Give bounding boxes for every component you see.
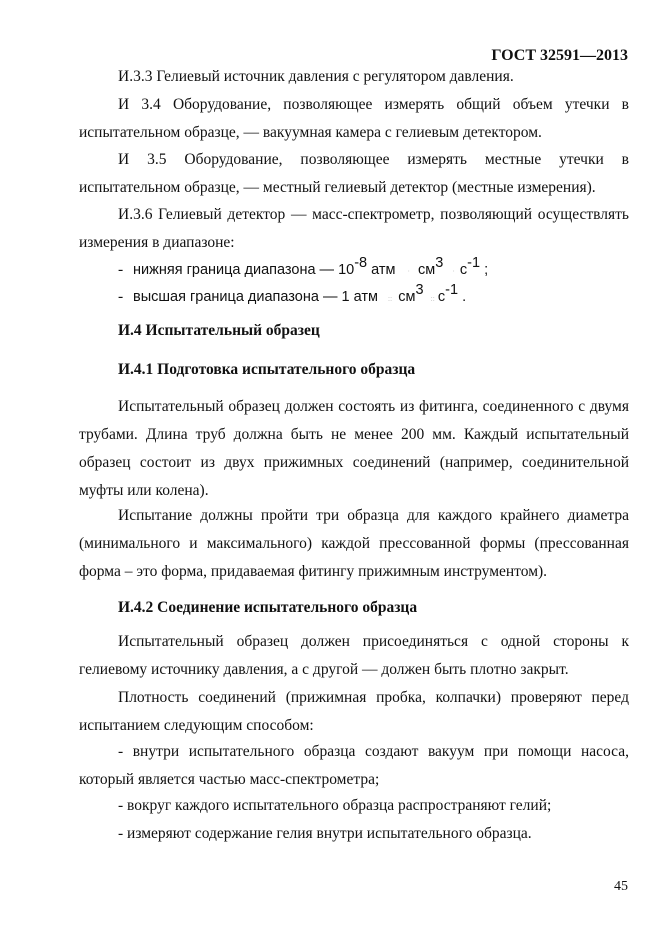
range-upper-s: с bbox=[437, 289, 446, 305]
list-dash: - bbox=[118, 288, 124, 305]
separator-dot: :: bbox=[430, 294, 435, 303]
section-heading-i4: И.4 Испытательный образец bbox=[118, 322, 320, 339]
range-upper-end: . bbox=[458, 289, 467, 305]
range-lower-atm: атм bbox=[367, 262, 396, 278]
range-lower-s-exponent: -1 bbox=[467, 255, 481, 271]
section-heading-i41: И.4.1 Подготовка испытательного образца bbox=[118, 361, 416, 378]
page-number: 45 bbox=[614, 879, 628, 894]
range-upper-s-exponent: -1 bbox=[445, 282, 459, 298]
paragraph-i42-e: - измеряют содержание гелия внутри испытательного образца. bbox=[118, 825, 532, 842]
paragraph-i41-b: Испытание должны пройти три образца для каждого крайнего диаметра (минимального и максимального) каждой прессованной формы (прессованная форма – это форма, придаваемая фитингу прижимным инструментом). bbox=[79, 507, 629, 580]
paragraph-i42-a: Испытательный образец должен присоединяться с одной стороны к гелиевому источнику давления, а с другой — должен быть плотно закрыт. bbox=[79, 633, 629, 678]
range-upper-item bbox=[118, 282, 467, 306]
separator-dot: · bbox=[407, 267, 411, 276]
paragraph-i42-b: Плотность соединений (прижимная пробка, колпачки) проверяют перед испытанием следующим способом: bbox=[79, 689, 629, 734]
paragraph-i35: И 3.5 Оборудование, позволяющее измерять местные утечки в испытательном образце, — местный гелиевый детектор (местные измерения). bbox=[79, 151, 629, 196]
range-upper-cm-exponent: 3 bbox=[415, 282, 424, 298]
section-heading-i42: И.4.2 Соединение испытательного образца bbox=[118, 599, 418, 616]
range-upper-cm: см bbox=[398, 289, 416, 305]
range-lower-s: с bbox=[459, 262, 468, 278]
range-lower-text: нижняя граница диапазона — 10 bbox=[133, 262, 355, 278]
range-lower-cm-exponent: 3 bbox=[435, 255, 444, 271]
paragraph-i41-a: Испытательный образец должен состоять из фитинга, соединенного с двумя трубами. Длина труб должна быть не менее 200 мм. Каждый испытательный образец состоит из двух прижимных соединений (например, соединительной муфты или колена). bbox=[79, 398, 629, 499]
paragraph-i36: И.3.6 Гелиевый детектор — масс-спектрометр, позволяющий осуществлять измерения в диапазоне: bbox=[79, 206, 629, 251]
document-header: ГОСТ 32591—2013 bbox=[491, 47, 628, 64]
paragraph-i42-c: - внутри испытательного образца создают вакуум при помощи насоса, который является частью масс-спектрометра; bbox=[79, 743, 629, 788]
range-lower-exponent: -8 bbox=[354, 255, 368, 271]
range-lower-cm: см bbox=[418, 262, 436, 278]
range-lower-end: ; bbox=[480, 262, 489, 278]
paragraph-i42-d: - вокруг каждого испытательного образца распространяют гелий; bbox=[118, 797, 552, 814]
range-upper-text: высшая граница диапазона — 1 атм bbox=[133, 289, 378, 305]
separator-dot: · bbox=[452, 267, 455, 276]
list-dash: - bbox=[118, 261, 124, 278]
range-lower-item bbox=[118, 255, 489, 279]
paragraph-i34: И 3.4 Оборудование, позволяющее измерять общий объем утечки в испытательном образце, — вакуумная камера с гелиевым детектором. bbox=[79, 96, 629, 141]
separator-dot: :: bbox=[387, 294, 393, 303]
paragraph-i33: И.3.3 Гелиевый источник давления с регулятором давления. bbox=[118, 68, 514, 85]
